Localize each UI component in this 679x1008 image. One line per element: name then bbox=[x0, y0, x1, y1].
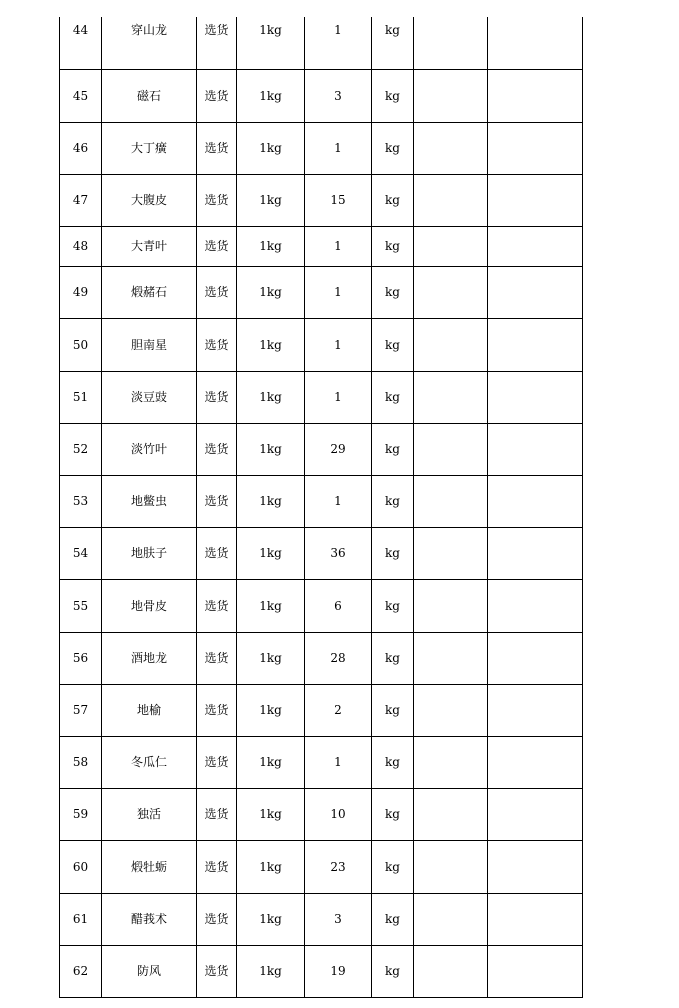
table-row bbox=[60, 69, 583, 122]
empty-cell bbox=[488, 122, 583, 174]
item-name: 冬瓜仁 bbox=[102, 736, 197, 788]
empty-cell bbox=[488, 371, 583, 423]
item-spec: 1kg bbox=[237, 122, 305, 174]
empty-cell bbox=[488, 266, 583, 318]
row-number: 62 bbox=[60, 945, 102, 997]
table-row bbox=[60, 174, 583, 226]
table-row bbox=[60, 318, 583, 371]
table-row bbox=[60, 840, 583, 893]
table-row bbox=[60, 122, 583, 174]
table-row bbox=[60, 788, 583, 840]
empty-cell bbox=[488, 736, 583, 788]
item-spec: 1kg bbox=[237, 266, 305, 318]
empty-cell bbox=[414, 371, 488, 423]
item-spec: 1kg bbox=[237, 684, 305, 736]
empty-cell bbox=[414, 423, 488, 475]
empty-cell bbox=[414, 945, 488, 997]
item-unit: kg bbox=[372, 17, 414, 69]
inventory-table bbox=[59, 17, 583, 998]
item-name: 防风 bbox=[102, 945, 197, 997]
item-name: 大丁癀 bbox=[102, 122, 197, 174]
empty-cell bbox=[488, 475, 583, 527]
item-unit: kg bbox=[372, 318, 414, 371]
item-qty: 3 bbox=[305, 69, 372, 122]
item-type: 选货 bbox=[197, 788, 237, 840]
row-number: 58 bbox=[60, 736, 102, 788]
item-name: 地榆 bbox=[102, 684, 197, 736]
table-body bbox=[60, 17, 583, 997]
empty-cell bbox=[414, 893, 488, 945]
item-name: 淡豆豉 bbox=[102, 371, 197, 423]
empty-cell bbox=[414, 632, 488, 684]
item-spec: 1kg bbox=[237, 632, 305, 684]
empty-cell bbox=[488, 788, 583, 840]
item-qty: 2 bbox=[305, 684, 372, 736]
empty-cell bbox=[414, 684, 488, 736]
empty-cell bbox=[488, 945, 583, 997]
empty-cell bbox=[414, 736, 488, 788]
empty-cell bbox=[488, 527, 583, 579]
item-type: 选货 bbox=[197, 318, 237, 371]
item-unit: kg bbox=[372, 945, 414, 997]
item-name: 淡竹叶 bbox=[102, 423, 197, 475]
item-qty: 23 bbox=[305, 840, 372, 893]
item-spec: 1kg bbox=[237, 736, 305, 788]
row-number: 46 bbox=[60, 122, 102, 174]
item-unit: kg bbox=[372, 893, 414, 945]
item-type: 选货 bbox=[197, 527, 237, 579]
item-unit: kg bbox=[372, 423, 414, 475]
table-row bbox=[60, 17, 583, 69]
row-number: 59 bbox=[60, 788, 102, 840]
item-spec: 1kg bbox=[237, 579, 305, 632]
row-number: 48 bbox=[60, 226, 102, 266]
table-row bbox=[60, 266, 583, 318]
item-type: 选货 bbox=[197, 226, 237, 266]
item-spec: 1kg bbox=[237, 788, 305, 840]
item-qty: 19 bbox=[305, 945, 372, 997]
row-number: 52 bbox=[60, 423, 102, 475]
item-spec: 1kg bbox=[237, 318, 305, 371]
item-spec: 1kg bbox=[237, 226, 305, 266]
row-number: 47 bbox=[60, 174, 102, 226]
item-type: 选货 bbox=[197, 632, 237, 684]
row-number: 54 bbox=[60, 527, 102, 579]
item-qty: 1 bbox=[305, 17, 372, 69]
item-name: 独活 bbox=[102, 788, 197, 840]
row-number: 61 bbox=[60, 893, 102, 945]
item-type: 选货 bbox=[197, 945, 237, 997]
table-row bbox=[60, 226, 583, 266]
item-unit: kg bbox=[372, 527, 414, 579]
table-row bbox=[60, 684, 583, 736]
item-qty: 10 bbox=[305, 788, 372, 840]
item-name: 大青叶 bbox=[102, 226, 197, 266]
table-row bbox=[60, 632, 583, 684]
row-number: 57 bbox=[60, 684, 102, 736]
item-name: 穿山龙 bbox=[102, 17, 197, 69]
item-type: 选货 bbox=[197, 423, 237, 475]
empty-cell bbox=[488, 174, 583, 226]
item-unit: kg bbox=[372, 174, 414, 226]
item-unit: kg bbox=[372, 684, 414, 736]
empty-cell bbox=[414, 475, 488, 527]
item-type: 选货 bbox=[197, 371, 237, 423]
item-type: 选货 bbox=[197, 736, 237, 788]
item-qty: 1 bbox=[305, 371, 372, 423]
item-unit: kg bbox=[372, 69, 414, 122]
item-unit: kg bbox=[372, 226, 414, 266]
item-unit: kg bbox=[372, 475, 414, 527]
item-type: 选货 bbox=[197, 17, 237, 69]
row-number: 60 bbox=[60, 840, 102, 893]
item-unit: kg bbox=[372, 122, 414, 174]
item-qty: 1 bbox=[305, 226, 372, 266]
item-type: 选货 bbox=[197, 174, 237, 226]
item-unit: kg bbox=[372, 371, 414, 423]
item-qty: 1 bbox=[305, 122, 372, 174]
item-type: 选货 bbox=[197, 684, 237, 736]
item-type: 选货 bbox=[197, 475, 237, 527]
item-qty: 3 bbox=[305, 893, 372, 945]
item-spec: 1kg bbox=[237, 17, 305, 69]
item-unit: kg bbox=[372, 266, 414, 318]
empty-cell bbox=[488, 318, 583, 371]
table-row bbox=[60, 423, 583, 475]
table-row bbox=[60, 945, 583, 997]
item-name: 大腹皮 bbox=[102, 174, 197, 226]
empty-cell bbox=[414, 318, 488, 371]
empty-cell bbox=[488, 840, 583, 893]
empty-cell bbox=[488, 226, 583, 266]
item-qty: 1 bbox=[305, 266, 372, 318]
item-name: 煅牡蛎 bbox=[102, 840, 197, 893]
item-name: 煅赭石 bbox=[102, 266, 197, 318]
table-row bbox=[60, 371, 583, 423]
item-name: 地鳖虫 bbox=[102, 475, 197, 527]
empty-cell bbox=[414, 840, 488, 893]
item-unit: kg bbox=[372, 579, 414, 632]
table-row bbox=[60, 527, 583, 579]
row-number: 44 bbox=[60, 17, 102, 69]
item-spec: 1kg bbox=[237, 840, 305, 893]
empty-cell bbox=[414, 122, 488, 174]
item-unit: kg bbox=[372, 840, 414, 893]
table-row bbox=[60, 736, 583, 788]
table-row bbox=[60, 579, 583, 632]
item-qty: 1 bbox=[305, 475, 372, 527]
empty-cell bbox=[488, 632, 583, 684]
empty-cell bbox=[414, 226, 488, 266]
row-number: 51 bbox=[60, 371, 102, 423]
item-type: 选货 bbox=[197, 840, 237, 893]
item-type: 选货 bbox=[197, 266, 237, 318]
empty-cell bbox=[488, 684, 583, 736]
empty-cell bbox=[488, 579, 583, 632]
item-qty: 36 bbox=[305, 527, 372, 579]
empty-cell bbox=[414, 69, 488, 122]
row-number: 56 bbox=[60, 632, 102, 684]
item-qty: 1 bbox=[305, 318, 372, 371]
item-spec: 1kg bbox=[237, 69, 305, 122]
table-row bbox=[60, 893, 583, 945]
item-spec: 1kg bbox=[237, 945, 305, 997]
item-qty: 6 bbox=[305, 579, 372, 632]
item-spec: 1kg bbox=[237, 527, 305, 579]
item-spec: 1kg bbox=[237, 475, 305, 527]
row-number: 55 bbox=[60, 579, 102, 632]
item-spec: 1kg bbox=[237, 423, 305, 475]
row-number: 45 bbox=[60, 69, 102, 122]
item-name: 地骨皮 bbox=[102, 579, 197, 632]
item-type: 选货 bbox=[197, 69, 237, 122]
empty-cell bbox=[488, 423, 583, 475]
item-type: 选货 bbox=[197, 122, 237, 174]
item-spec: 1kg bbox=[237, 174, 305, 226]
item-spec: 1kg bbox=[237, 893, 305, 945]
empty-cell bbox=[488, 69, 583, 122]
table-row bbox=[60, 475, 583, 527]
item-qty: 29 bbox=[305, 423, 372, 475]
item-name: 地肤子 bbox=[102, 527, 197, 579]
item-name: 酒地龙 bbox=[102, 632, 197, 684]
item-unit: kg bbox=[372, 632, 414, 684]
item-name: 胆南星 bbox=[102, 318, 197, 371]
item-unit: kg bbox=[372, 736, 414, 788]
item-qty: 15 bbox=[305, 174, 372, 226]
empty-cell bbox=[414, 174, 488, 226]
item-qty: 1 bbox=[305, 736, 372, 788]
item-type: 选货 bbox=[197, 579, 237, 632]
empty-cell bbox=[414, 527, 488, 579]
empty-cell bbox=[488, 893, 583, 945]
empty-cell bbox=[414, 17, 488, 69]
item-spec: 1kg bbox=[237, 371, 305, 423]
row-number: 49 bbox=[60, 266, 102, 318]
item-qty: 28 bbox=[305, 632, 372, 684]
empty-cell bbox=[414, 266, 488, 318]
item-type: 选货 bbox=[197, 893, 237, 945]
row-number: 53 bbox=[60, 475, 102, 527]
item-name: 磁石 bbox=[102, 69, 197, 122]
empty-cell bbox=[414, 788, 488, 840]
empty-cell bbox=[488, 17, 583, 69]
row-number: 50 bbox=[60, 318, 102, 371]
empty-cell bbox=[414, 579, 488, 632]
item-name: 醋莪术 bbox=[102, 893, 197, 945]
item-unit: kg bbox=[372, 788, 414, 840]
